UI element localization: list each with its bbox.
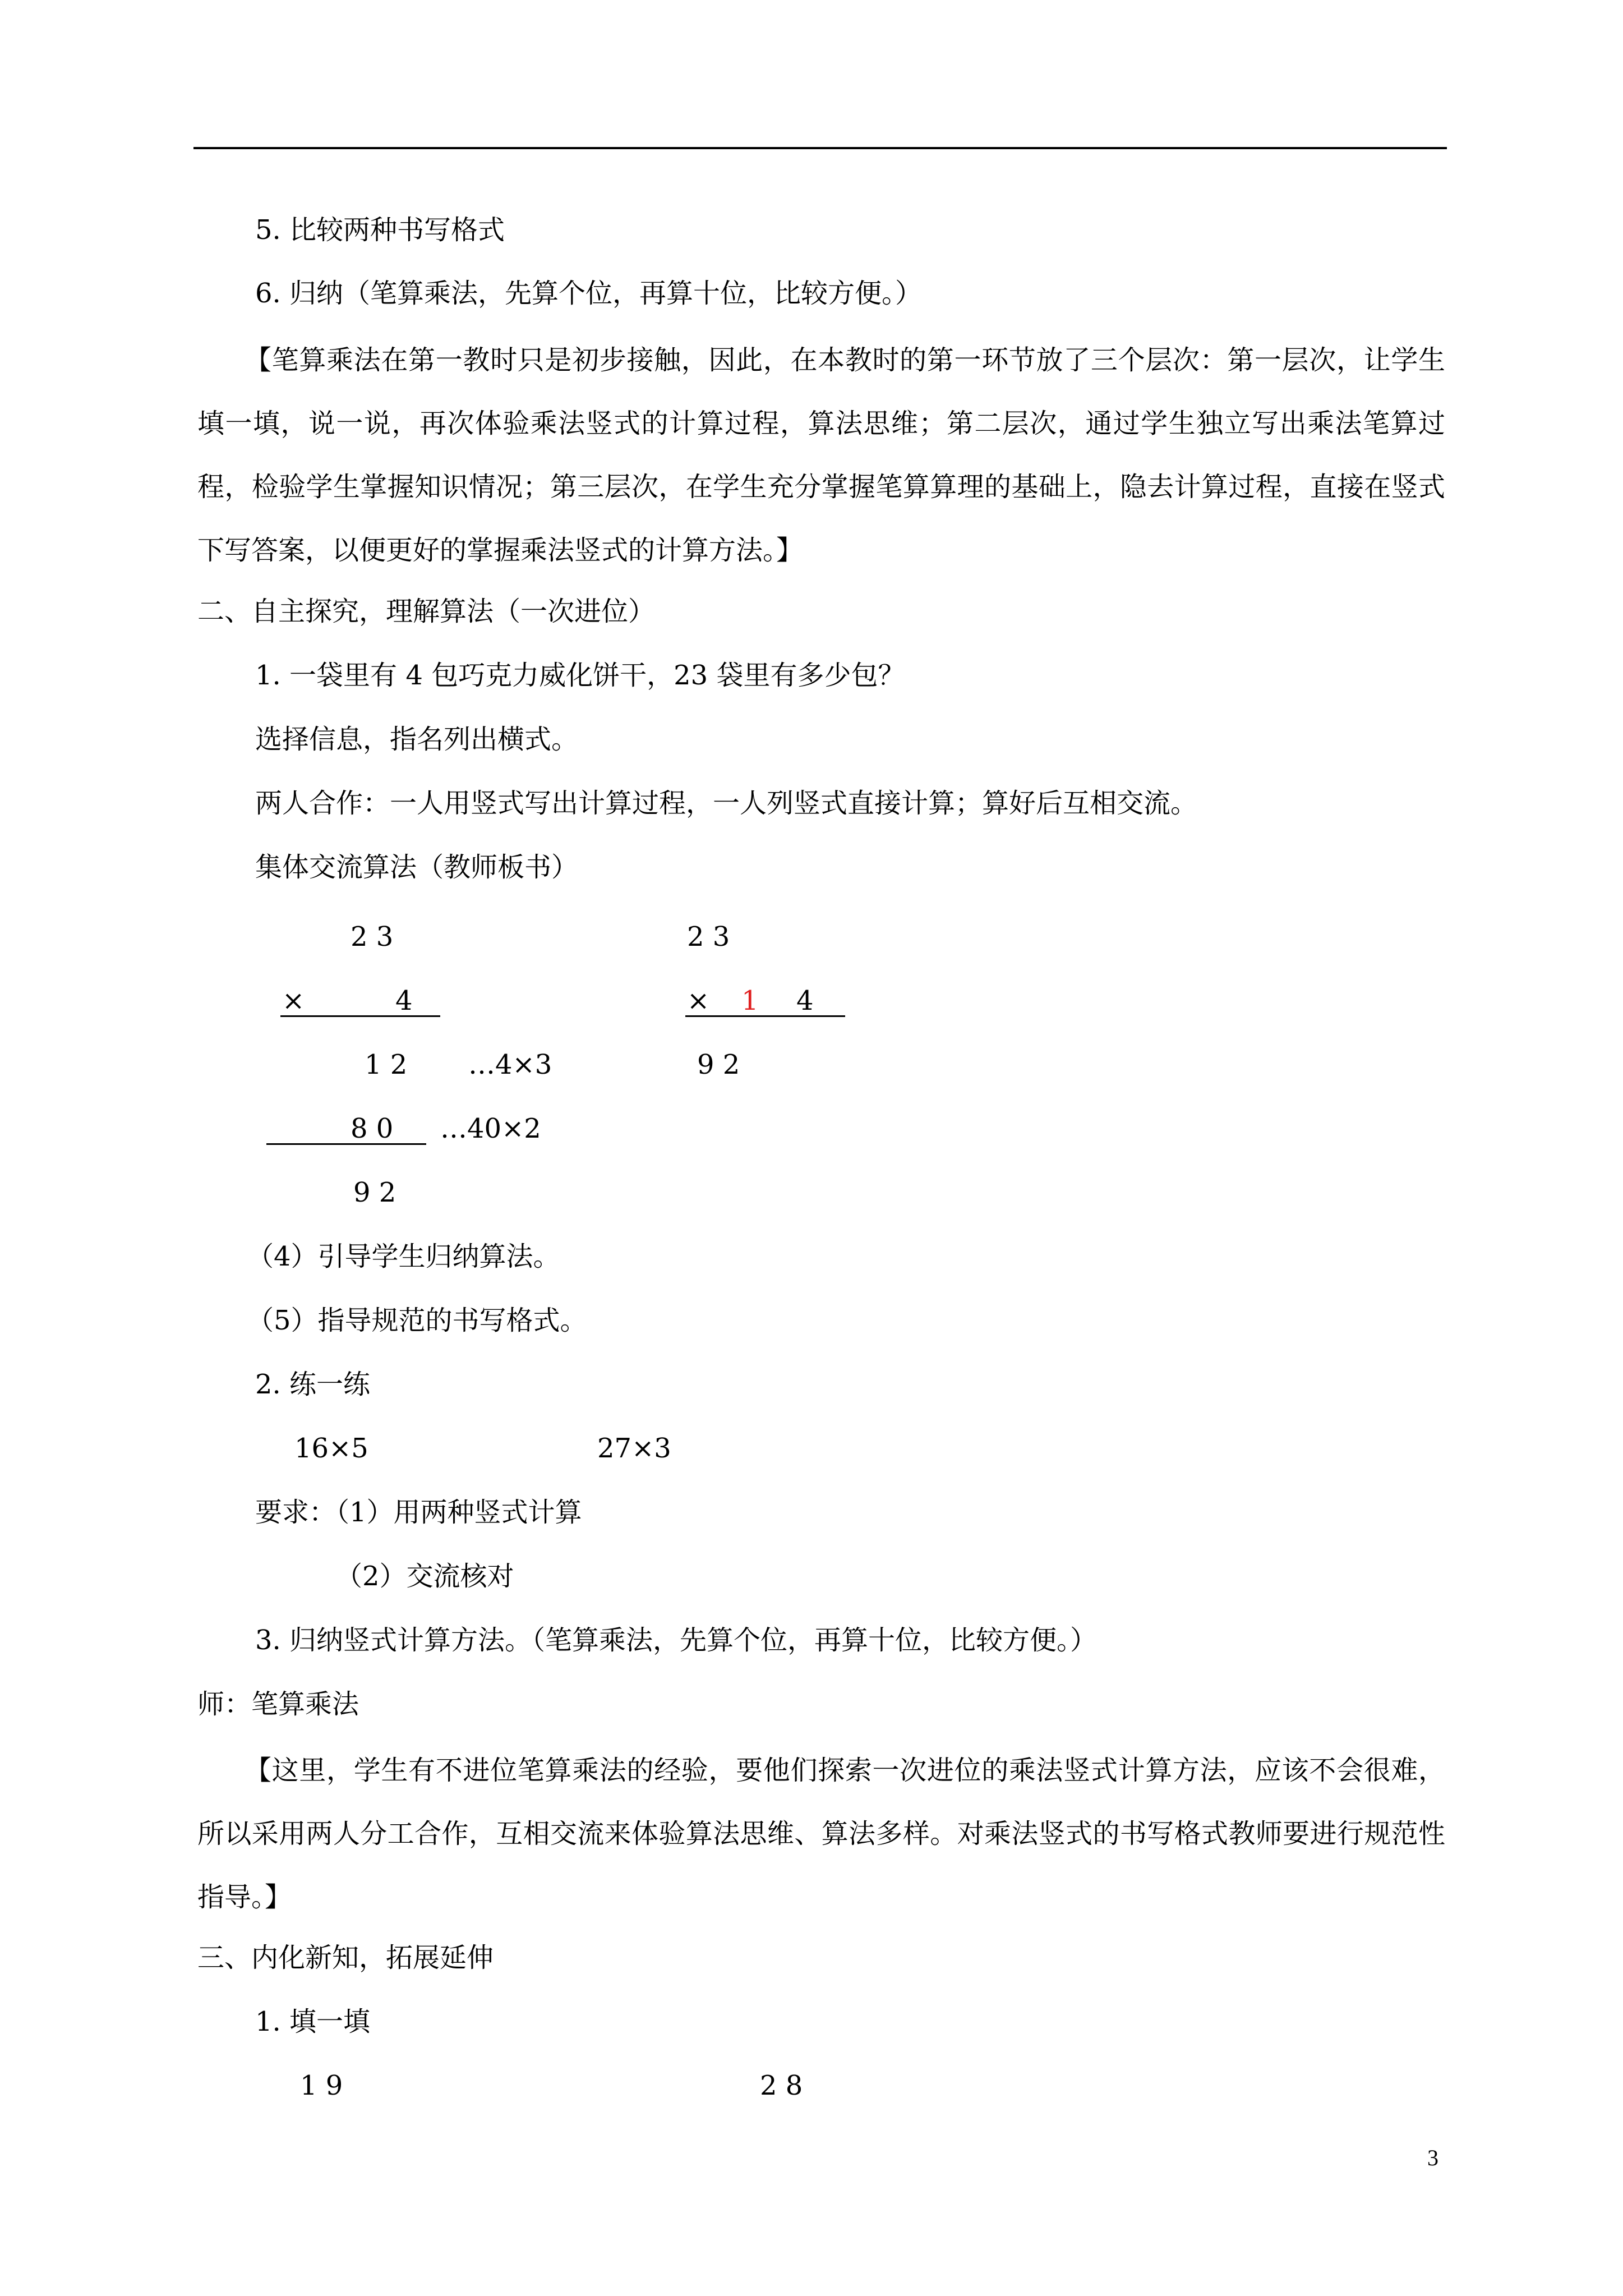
section-3-heading: 三、内化新知，拓展延伸	[197, 1942, 494, 1973]
calc-right-times: ×	[687, 985, 710, 1016]
fill-heading: 1. 填一填	[255, 2006, 371, 2037]
teacher-line: 师：笔算乘法	[197, 1688, 359, 1720]
fill-problem-b: 2 8	[760, 2070, 803, 2101]
calc-left-times: ×	[282, 985, 305, 1016]
practice-problem-2: 27×3	[597, 1433, 671, 1464]
calc-left-line-1	[280, 1015, 440, 1017]
calc-left-result: 9 2	[353, 1177, 396, 1208]
calc-left-top: 2 3	[351, 921, 394, 953]
calc-left-line-2	[266, 1143, 426, 1145]
teaching-note-1: 【笔算乘法在第一教时只是初步接触，因此，在本教时的第一环节放了三个层次：第一层次，让学生填一填，说一说，再次体验乘法竖式的计算过程，算法思维；第二层次，通过学生独立写出乘法笔算过程，检验学生掌握知识情况；第三层次，在学生充分掌握笔算算理的基础上，隐去计算过程，直接在竖式下写答案，以便更好的掌握乘法竖式的计算方法。】	[197, 344, 1445, 566]
requirement-2: （2）交流核对	[335, 1561, 514, 1592]
calc-left-note-2: …40×2	[440, 1113, 541, 1144]
step-6: 6. 归纳（笔算乘法，先算个位，再算十位，比较方便。）	[255, 278, 923, 309]
section-2-heading: 二、自主探究，理解算法（一次进位）	[197, 596, 656, 627]
requirement-1: 要求：（1）用两种竖式计算	[255, 1497, 582, 1528]
practice-problem-1: 16×5	[294, 1433, 368, 1464]
summary-3: 3. 归纳竖式计算方法。（笔算乘法，先算个位，再算十位，比较方便。）	[255, 1625, 1098, 1656]
choose-info: 选择信息，指名列出横式。	[255, 724, 579, 755]
calc-left-note-1: …4×3	[468, 1049, 552, 1080]
header-rule	[193, 147, 1447, 149]
calc-right-top: 2 3	[687, 921, 730, 953]
calc-right-line	[685, 1015, 845, 1017]
calc-left-partial-2: 8 0	[351, 1113, 394, 1144]
page-number: 3	[1427, 2145, 1438, 2170]
calc-right-multiplier: 4	[796, 985, 814, 1016]
fill-problem-a: 1 9	[300, 2070, 343, 2101]
collective-share: 集体交流算法（教师板书）	[255, 852, 579, 883]
calc-right-carry: 1	[741, 985, 759, 1016]
calc-left-partial-1: 1 2	[365, 1049, 408, 1080]
step-5: 5. 比较两种书写格式	[255, 214, 505, 246]
calc-left-multiplier: 4	[395, 985, 413, 1016]
teaching-note-2: 【这里，学生有不进位笔算乘法的经验，要他们探索一次进位的乘法竖式计算方法，应该不会很难，所以采用两人分工合作，互相交流来体验算法思维、算法多样。对乘法竖式的书写格式教师要进行规范性指导。】	[197, 1755, 1445, 1913]
practice-heading: 2. 练一练	[255, 1369, 371, 1400]
question-1: 1. 一袋里有 4 包巧克力威化饼干，23 袋里有多少包？	[255, 660, 905, 691]
guide-4: （4）引导学生归纳算法。	[247, 1241, 560, 1272]
pair-work: 两人合作：一人用竖式写出计算过程，一人列竖式直接计算；算好后互相交流。	[255, 788, 1198, 819]
calc-right-result: 9 2	[697, 1049, 740, 1080]
guide-5: （5）指导规范的书写格式。	[247, 1305, 587, 1336]
